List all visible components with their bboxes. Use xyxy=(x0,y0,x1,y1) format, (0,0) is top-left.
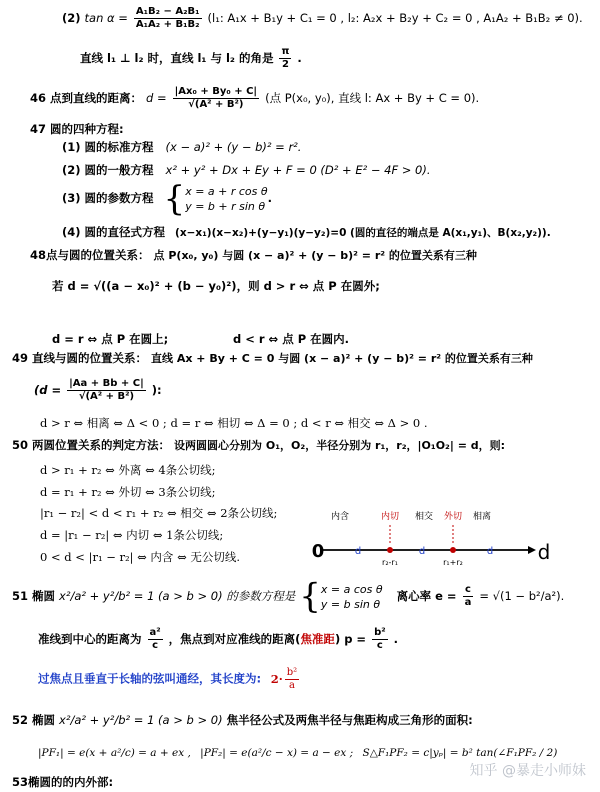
circles-externally-tangent: d = r₁ + r₂ ⇔ 外切 ⇔ 3条公切线; xyxy=(40,485,216,499)
region-label: 相交 xyxy=(414,512,434,522)
point-outside-circle: 若 d = √((a − x₀)² + (b − y₀)²)，则 d > r ⇔ 点 P 在圆外; xyxy=(52,279,380,293)
focal-parameter-term: 焦准距 xyxy=(300,632,335,646)
segment-label: d xyxy=(418,546,426,557)
circles-intersect: |r₁ − r₂| < d < r₁ + r₂ ⇔ 相交 ⇔ 2条公切线; xyxy=(40,506,278,520)
section-48: 48点与圆的位置关系： 点 P(x₀, y₀) 与圆 (x − a)² + (y − b)² = r² 的位置关系有三种 xyxy=(30,248,477,262)
circle-diameter-equation: (4) 圆的直径式方程 (x−x₁)(x−x₂)+(y−y₁)(y−y₂)=0 (圆的直径的端点是 A(x₁,y₁)、B(x₂,y₂)). xyxy=(62,225,551,239)
point-inside-circle: d < r ⇔ 点 P 在圆内. xyxy=(233,332,349,346)
point-r1-plus-r2 xyxy=(450,547,456,553)
circle-position-number-line xyxy=(310,505,550,575)
perpendicular-lines-note: 直线 l₁ ⊥ l₂ 时，直线 l₁ 与 l₂ 的角是 $\frac{\pi}{2}$ . xyxy=(80,46,302,70)
segment-label: r₂-r₁ xyxy=(382,558,398,567)
circle-standard-equation: (1) 圆的标准方程 (x − a)² + (y − b)² = r². xyxy=(62,140,302,154)
section-52: 52 椭圆 x²/a² + y²/b² = 1 (a > b > 0) 焦半径公式及两焦半径与焦距构成三角形的面积: xyxy=(12,713,473,727)
point-on-circle: d = r ⇔ 点 P 在圆上; xyxy=(52,332,169,346)
watermark: 知乎 @暴走小师妹 xyxy=(469,763,586,779)
region-label: 相离 xyxy=(472,512,492,522)
section-49: 49 直线与圆的位置关系： 直线 Ax + By + C = 0 与圆 (x − a)² + (y − b)² = r² 的位置关系有三种 xyxy=(12,351,533,365)
segment-label: r₁+r₂ xyxy=(443,558,463,567)
tan-fraction: $\frac{\text{A₁B₂ − A₂B₁}}{\text{A₁A₂ + B₁B₂}}$ xyxy=(135,6,200,30)
circles-internally-tangent: d = |r₁ − r₂| ⇔ 内切 ⇔ 1条公切线; xyxy=(40,528,224,542)
circle-parametric-equation: (3) 圆的参数方程 { x = a + r cos θ y = b + r sin θ . xyxy=(62,178,272,219)
segment-label: d xyxy=(354,546,362,557)
section-46: 46 点到直线的距离： d = $\frac{\text{|Ax₀ + By₀ + C|}}{\text{√(A² + B²)}}$ (点 P(x₀, y₀), 直线 l: Ax + By + C = 0). xyxy=(30,86,480,110)
axis-start-label: 0 xyxy=(311,541,325,562)
point-r2-minus-r1 xyxy=(387,547,393,553)
section-51: 51 椭圆 x²/a² + y²/b² = 1 (a > b > 0) 的参数方程是 { x = a cos θ y = b sin θ 离心率 e = $\frac{c}{a}$ = √(1 − b²/a²). xyxy=(12,576,565,617)
axis-arrow xyxy=(528,546,536,554)
region-label: 外切 xyxy=(443,512,463,522)
line-circle-distance: (d = $\frac{|Aa + Bb + C|}{\text{√(A² + B²)}}$ ): xyxy=(34,378,162,402)
line-circle-relations: d > r ⇔ 相离 ⇔ Δ < 0 ; d = r ⇔ 相切 ⇔ Δ = 0 ; d < r ⇔ 相交 ⇔ Δ > 0 . xyxy=(40,416,428,430)
ellipse-directrix-distance: 准线到中心的距离为 $\frac{\text{a²}}{c}$ ，焦点到对应准线的距离(焦准距) p = $\frac{\text{b²}}{c}$ . xyxy=(38,627,399,651)
section-50: 50 两圆位置关系的判定方法： 设两圆圆心分别为 O₁，O₂，半径分别为 r₁，r₂，|O₁O₂| = d，则: xyxy=(12,438,506,452)
focal-radius-formulas: |PF₁| = e(x + a²/c) = a + ex , |PF₂| = e(a²/c − x) = a − ex ; S△F₁PF₂ = c|yₚ| = b² tan(∠F₁PF₂ / 2) xyxy=(38,747,558,759)
circles-separate: d > r₁ + r₂ ⇔ 外离 ⇔ 4条公切线; xyxy=(40,463,216,477)
section-53: 53椭圆的的内外部: xyxy=(12,775,114,789)
segment-label: d xyxy=(486,546,494,557)
axis-end-label: d xyxy=(537,540,550,564)
latus-rectum-note: 过焦点且垂直于长轴的弦叫通经，其长度为: 2· $\frac{\text{b²}}{a}$ xyxy=(38,667,298,691)
formula-tan-angle: (2) tan α = $\frac{\text{A₁B₂ − A₂B₁}}{\text{A₁A₂ + B₁B₂}}$ (l₁: A₁x + B₁y + C₁ = 0 , l₂: A₂x + B₂y + C₂ = 0 , A₁A₂ + B₁B₂ ≠ 0). xyxy=(62,6,583,30)
section-47-title: 47 圆的四种方程: xyxy=(30,122,124,136)
circle-general-equation: (2) 圆的一般方程 x² + y² + Dx + Ey + F = 0 (D² + E² − 4F > 0). xyxy=(62,163,431,177)
circles-contained: 0 < d < |r₁ − r₂| ⇔ 内含 ⇔ 无公切线. xyxy=(40,550,241,564)
region-label: 内切 xyxy=(380,512,400,522)
region-label: 内含 xyxy=(330,512,350,522)
